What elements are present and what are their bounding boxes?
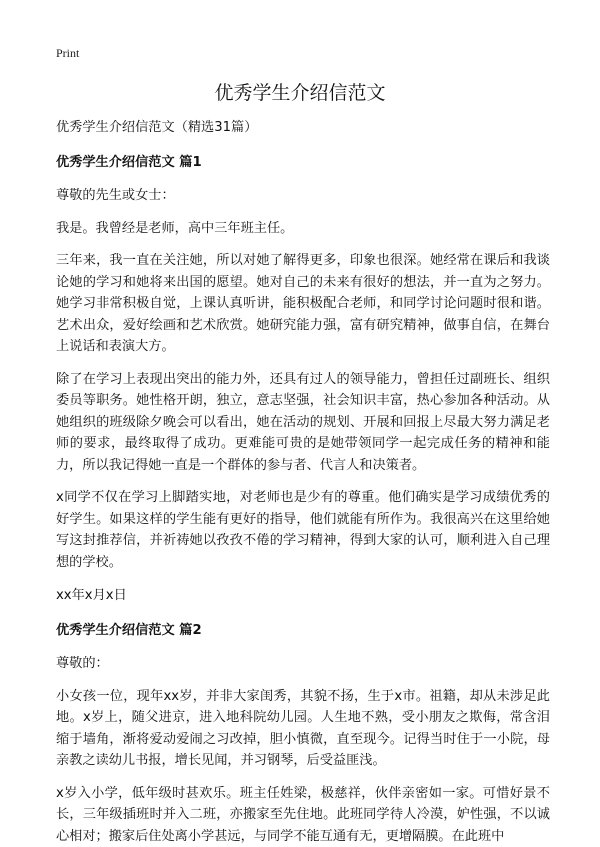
paragraph: x岁入小学，低年级时甚欢乐。班主任姓梁，极慈祥，伙伴亲密如一家。可惜好景不长，三年级插班时并入二班，亦搬家至先住地。此班同学待人冷漠，妒性强，不以诚心相对；搬家后住处离小学甚远，与同学不能互通有无，更增隔膜。在此班中	[56, 783, 550, 847]
document-subtitle: 优秀学生介绍信范文（精选31篇）	[56, 117, 550, 139]
paragraph: 除了在学习上表现出突出的能力外，还具有过人的领导能力，曾担任过副班长、组织委员等职务。她性格开朗，独立，意志坚强，社会知识丰富，热心参加各种活动。从她组织的班级除夕晚会可以看出，她在活动的规划、开展和回报上尽最大努力满足老师的要求，最终取得了成功。更难能可贵的是她带领同学一起完成任务的精神和能力，所以我记得她一直是一个群体的参与者、代言人和决策者。	[56, 369, 550, 477]
paragraph: 我是。我曾经是老师，高中三年班主任。	[56, 218, 550, 240]
section-heading-1: 优秀学生介绍信范文 篇1	[56, 152, 550, 174]
paragraph: 三年来，我一直在关注她，所以对她了解得更多，印象也很深。她经常在课后和我谈论她的学习和她将来出国的愿望。她对自己的未来有很好的想法，并一直为之努力。她学习非常积极自觉，上课认真听讲，能积极配合老师，和同学讨论问题时很和谐。艺术出众，爱好绘画和艺术欣赏。她研究能力强，富有研究精神，做事自信，在舞台上说话和表演大方。	[56, 250, 550, 358]
print-link[interactable]: Print	[56, 46, 79, 61]
paragraph: x同学不仅在学习上脚踏实地，对老师也是少有的尊重。他们确实是学习成绩优秀的好学生。如果这样的学生能有更好的指导，他们就能有所作为。我很高兴在这里给她写这封推荐信，并祈祷她以孜孜不倦的学习精神，得到大家的认可，顺利进入自己理想的学校。	[56, 487, 550, 573]
document-title: 优秀学生介绍信范文	[0, 78, 600, 105]
paragraph: 小女孩一位，现年xx岁，并非大家闺秀，其貌不扬，生于x市。祖籍，却从未涉足此地。x岁上，随父进京，进入地科院幼儿园。人生地不熟，受小朋友之欺侮，常含泪缩于墙角，渐将爱动爱闹之习改掉，胆小慎微，直至现今。记得当时住于一小院，母亲教之读幼儿书报，增长见闻，并习钢琴，后受益匪浅。	[56, 686, 550, 772]
greeting-2: 尊敬的：	[56, 653, 550, 675]
document-body	[56, 117, 550, 847]
section-heading-2: 优秀学生介绍信范文 篇2	[56, 620, 550, 642]
greeting-1: 尊敬的先生或女士：	[56, 185, 550, 207]
date-line: xx年x月x日	[56, 585, 550, 607]
